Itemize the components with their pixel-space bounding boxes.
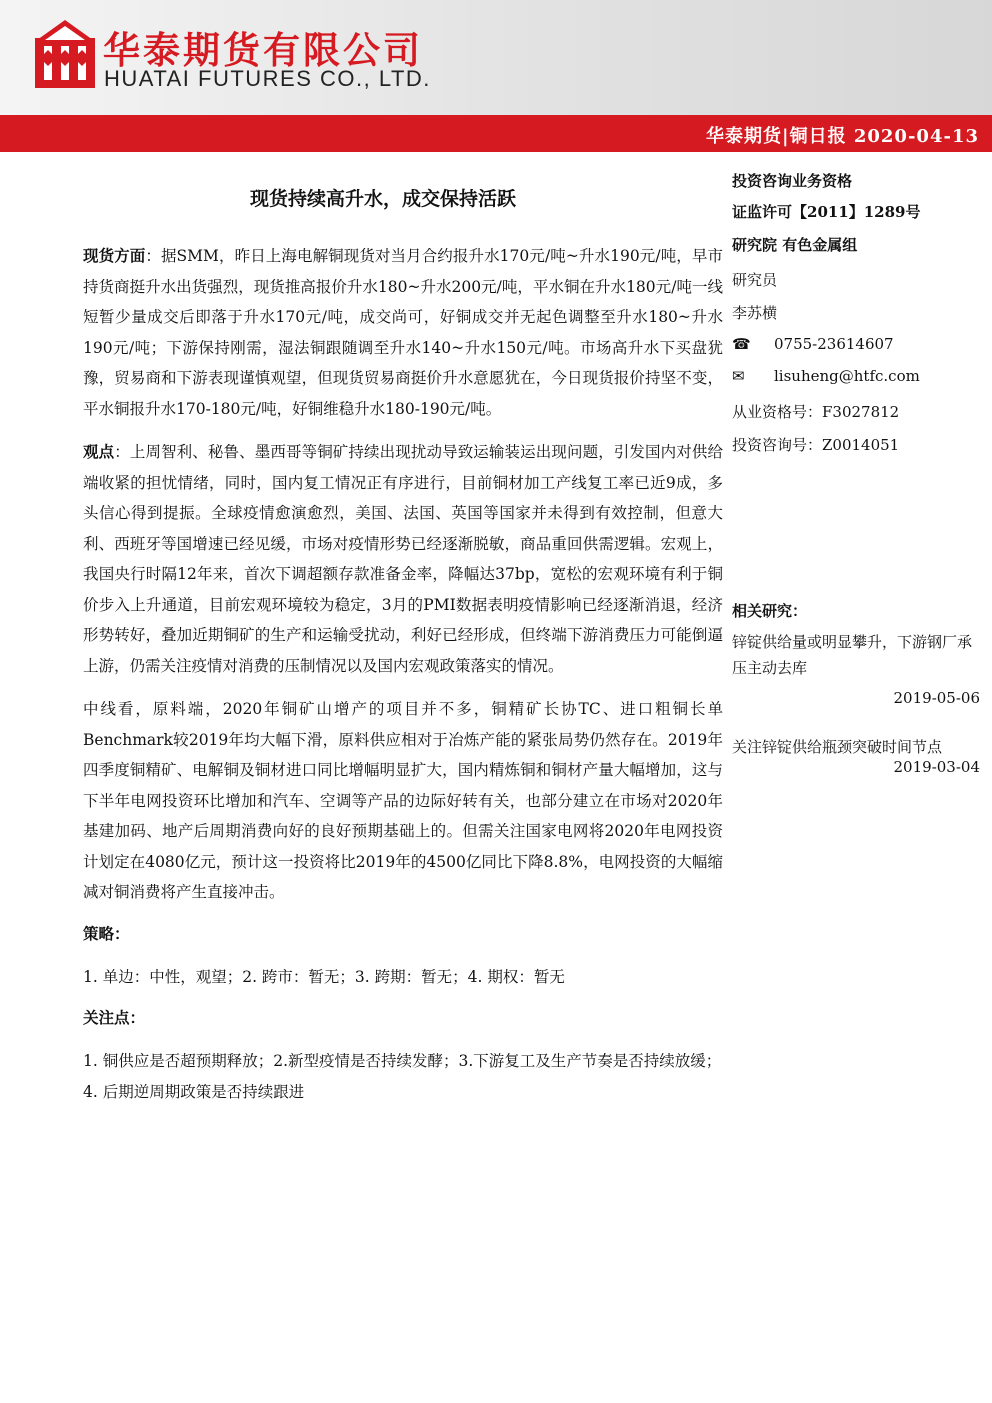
qualification: 投资咨询业务资格	[732, 172, 853, 190]
view-text: ：上周智利、秘鲁、墨西哥等铜矿持续出现扰动导致运输装运出现问题，引发国内对供给端收紧的担忧情绪，同时，国内复工情况正有序进行，目前铜材加工产线复工率已近9成，多头信心得到提振。全球疫情愈演愈烈，美国、法国、英国等国家并未得到有效控制，但意大利、西班牙等国增速已经见缓，市场对疫情形势已经逐渐脱敏，商品重回供需逻辑。宏观上，我国央行时隔12年来，首次下调超额存款准备金率，降幅达37bp，宽松的宏观环境有利于铜价步入上升通道，目前宏观环境较为稳定，3月的PMI数据表明疫情影响已经逐渐消退，经济形势转好，叠加近期铜矿的生产和运输受扰动，利好已经形成，但终端下游消费压力可能倒逼上游，仍需关注疫情对消费的压制情况以及国内宏观政策落实的情况。	[83, 443, 723, 675]
spot-text: ：据SMM，昨日上海电解铜现货对当月合约报升水170元/吨~升水190元/吨，早市持货商挺升水出货强烈，现货推高报价升水180~升水200元/吨，平水铜在升水180元/吨一线短暂少量成交后即落于升水170元/吨，成交尚可，好铜成交并无起色调整至升水180~升水190元/吨；下游保持刚需，湿法铜跟随调至升水140~升水150元/吨。市场高升水下买盘犹豫，贸易商和下游表现谨慎观望，但现货贸易商挺价升水意愿犹在，今日现货报价持坚不变，平水铜报升水170-180元/吨，好铜维稳升水180-190元/吨。	[83, 247, 723, 418]
spot-paragraph	[83, 241, 723, 424]
researcher-role: 研究员	[732, 271, 778, 289]
strategy-text: 1. 单边：中性，观望；2. 跨市：暂无；3. 跨期：暂无；4. 期权：暂无	[83, 967, 565, 986]
focus-heading: 关注点：	[83, 1008, 146, 1027]
midterm-paragraph: 中线看，原料端，2020年铜矿山增产的项目并不多，铜精矿长协TC、进口粗铜长单Benchmark较2019年均大幅下滑，原料供应相对于冶炼产能的紧张局势仍然存在。2019年四季度铜精矿、电解铜及铜材进口同比增幅明显扩大，国内精炼铜和铜材产量大幅增加，这与下半年电网投资环比增加和汽车、空调等产品的边际好转有关，也部分建立在市场对2020年基建加码、地产后周期消费向好的良好预期基础上的。但需关注国家电网将2020年电网投资计划定在4080亿元，预计这一投资将比2019年的4500亿同比下降8.8%，电网投资的大幅缩减对铜消费将产生直接冲击。	[83, 700, 723, 901]
report-tag: 华泰期货|铜日报 2020-04-13	[706, 126, 979, 147]
strategy-heading: 策略：	[83, 923, 130, 943]
huatai-logo-icon	[35, 20, 95, 88]
related-item-date: 2019-05-06	[893, 689, 980, 707]
view-label: 观点	[83, 442, 115, 461]
researcher-name: 李苏横	[732, 304, 778, 322]
related-item-title[interactable]: 关注锌锭供给瓶颈突破时间节点	[732, 738, 943, 756]
related-item[interactable]	[732, 734, 980, 760]
email-address[interactable]: lisuheng@htfc.com	[774, 367, 920, 385]
phone-icon: ☎	[732, 335, 751, 353]
spot-label: 现货方面	[83, 246, 146, 265]
related-item[interactable]	[732, 629, 980, 681]
phone-row	[732, 335, 894, 353]
related-item-date: 2019-03-04	[893, 758, 980, 776]
company-name-cn: 华泰期货有限公司	[103, 29, 423, 72]
phone-number: 0755-23614607	[774, 335, 894, 353]
envelope-icon: ✉	[732, 367, 745, 385]
focus-text: 1. 铜供应是否超预期释放；2.新型疫情是否持续发酵；3.下游复工及生产节奏是否持续放缓；4. 后期逆周期政策是否持续跟进	[83, 1052, 722, 1101]
view-paragraph	[83, 437, 723, 681]
email-row	[732, 367, 920, 385]
report-tag-bar	[0, 115, 992, 152]
report-header	[0, 0, 992, 115]
related-item-title[interactable]: 锌锭供给量或明显攀升，下游钢厂承压主动去库	[732, 633, 973, 677]
institute: 研究院 有色金属组	[732, 236, 858, 254]
practice-number: 从业资格号：F3027812	[732, 403, 900, 421]
license-number: 证监许可【2011】1289号	[732, 203, 921, 221]
consult-number: 投资咨询号：Z0014051	[732, 436, 900, 454]
company-name-en: HUATAI FUTURES CO., LTD.	[104, 66, 431, 91]
main-content	[83, 180, 723, 1117]
related-research-title: 相关研究：	[732, 602, 808, 620]
report-title: 现货持续高升水，成交保持活跃	[249, 188, 516, 210]
